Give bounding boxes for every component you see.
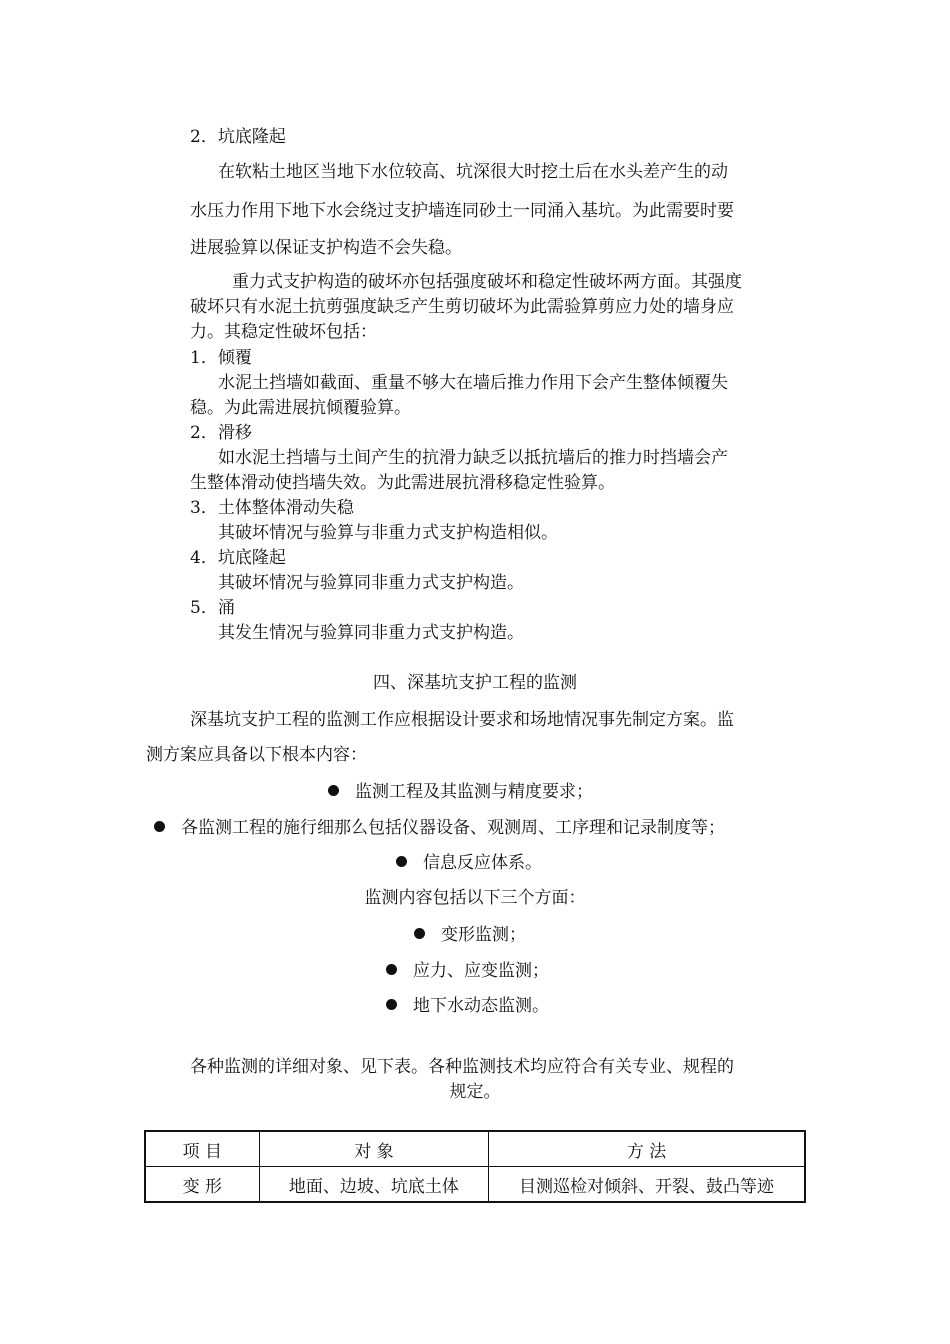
list-item-title: 2．滑移 — [190, 423, 252, 443]
bullet-dot-icon — [396, 856, 407, 867]
paragraph-line: 各种监测的详细对象、见下表。各种监测技术均应符合有关专业、规程的 — [190, 1057, 734, 1077]
bullet-dot-icon — [154, 821, 165, 832]
list-item-title: 1．倾覆 — [190, 348, 252, 368]
paragraph-line: 在软粘土地区当地下水位较高、坑深很大时挖土后在水头差产生的动 — [218, 162, 728, 182]
list-item-text: 水泥土挡墙如截面、重量不够大在墙后推力作用下会产生整体倾覆失 — [218, 373, 728, 393]
table-header-cell: 项 目 — [145, 1131, 259, 1167]
section-heading-basal-heave: 2．坑底隆起 — [190, 127, 286, 147]
bullet-dot-icon — [386, 964, 397, 975]
table-cell: 变 形 — [145, 1167, 259, 1203]
list-item-text: 其破坏情况与验算与非重力式支护构造相似。 — [218, 523, 558, 543]
section-title-monitoring: 四、深基坑支护工程的监测 — [373, 673, 577, 693]
list-item-text: 生整体滑动使挡墙失效。为此需进展抗滑移稳定性验算。 — [190, 473, 615, 493]
bullet-dot-icon — [328, 785, 339, 796]
table-cell: 地面、边坡、坑底土体 — [259, 1167, 488, 1203]
table-header-cell: 对 象 — [259, 1131, 488, 1167]
monitoring-table — [144, 1130, 806, 1203]
paragraph-line: 规定。 — [449, 1082, 501, 1102]
bullet-dot-icon — [414, 928, 425, 939]
bullet-item: 监测工程及其监测与精度要求； — [328, 782, 593, 802]
table-header-row — [145, 1131, 805, 1167]
bullet-item: 变形监测； — [414, 925, 526, 945]
bullet-item: 各监测工程的施行细那么包括仪器设备、观测周、工序理和记录制度等； — [154, 818, 725, 838]
list-item-text: 其发生情况与验算同非重力式支护构造。 — [218, 623, 524, 643]
list-item-text: 如水泥土挡墙与土间产生的抗滑力缺乏以抵抗墙后的推力时挡墙会产 — [218, 448, 728, 468]
list-item-text: 其破坏情况与验算同非重力式支护构造。 — [218, 573, 524, 593]
bullet-item: 信息反应体系。 — [396, 853, 542, 873]
list-item-title: 5．涌 — [190, 598, 235, 618]
paragraph-line: 重力式支护构造的破坏亦包括强度破坏和稳定性破坏两方面。其强度 — [232, 272, 742, 292]
table-cell: 目测巡检对倾斜、开裂、鼓凸等迹 — [489, 1167, 805, 1203]
bullet-dot-icon — [386, 999, 397, 1010]
bullet-item: 地下水动态监测。 — [386, 996, 549, 1016]
paragraph-line: 力。其稳定性破坏包括： — [190, 322, 377, 342]
list-item-title: 4．坑底隆起 — [190, 548, 286, 568]
list-item-text: 稳。为此需进展抗倾覆验算。 — [190, 398, 411, 418]
paragraph-line: 破坏只有水泥土抗剪强度缺乏产生剪切破坏为此需验算剪应力处的墙身应 — [190, 297, 734, 317]
bullet-item: 应力、应变监测； — [386, 961, 549, 981]
paragraph-line: 水压力作用下地下水会绕过支护墙连同砂土一同涌入基坑。为此需要时要 — [190, 201, 734, 221]
table-header-cell: 方 法 — [489, 1131, 805, 1167]
paragraph-line: 深基坑支护工程的监测工作应根据设计要求和场地情况事先制定方案。监 — [190, 710, 734, 730]
paragraph-line: 监测内容包括以下三个方面： — [364, 888, 586, 908]
paragraph-line: 测方案应具备以下根本内容： — [146, 745, 367, 765]
table-row — [145, 1167, 805, 1203]
list-item-title: 3．土体整体滑动失稳 — [190, 498, 354, 518]
paragraph-line: 进展验算以保证支护构造不会失稳。 — [190, 238, 462, 258]
